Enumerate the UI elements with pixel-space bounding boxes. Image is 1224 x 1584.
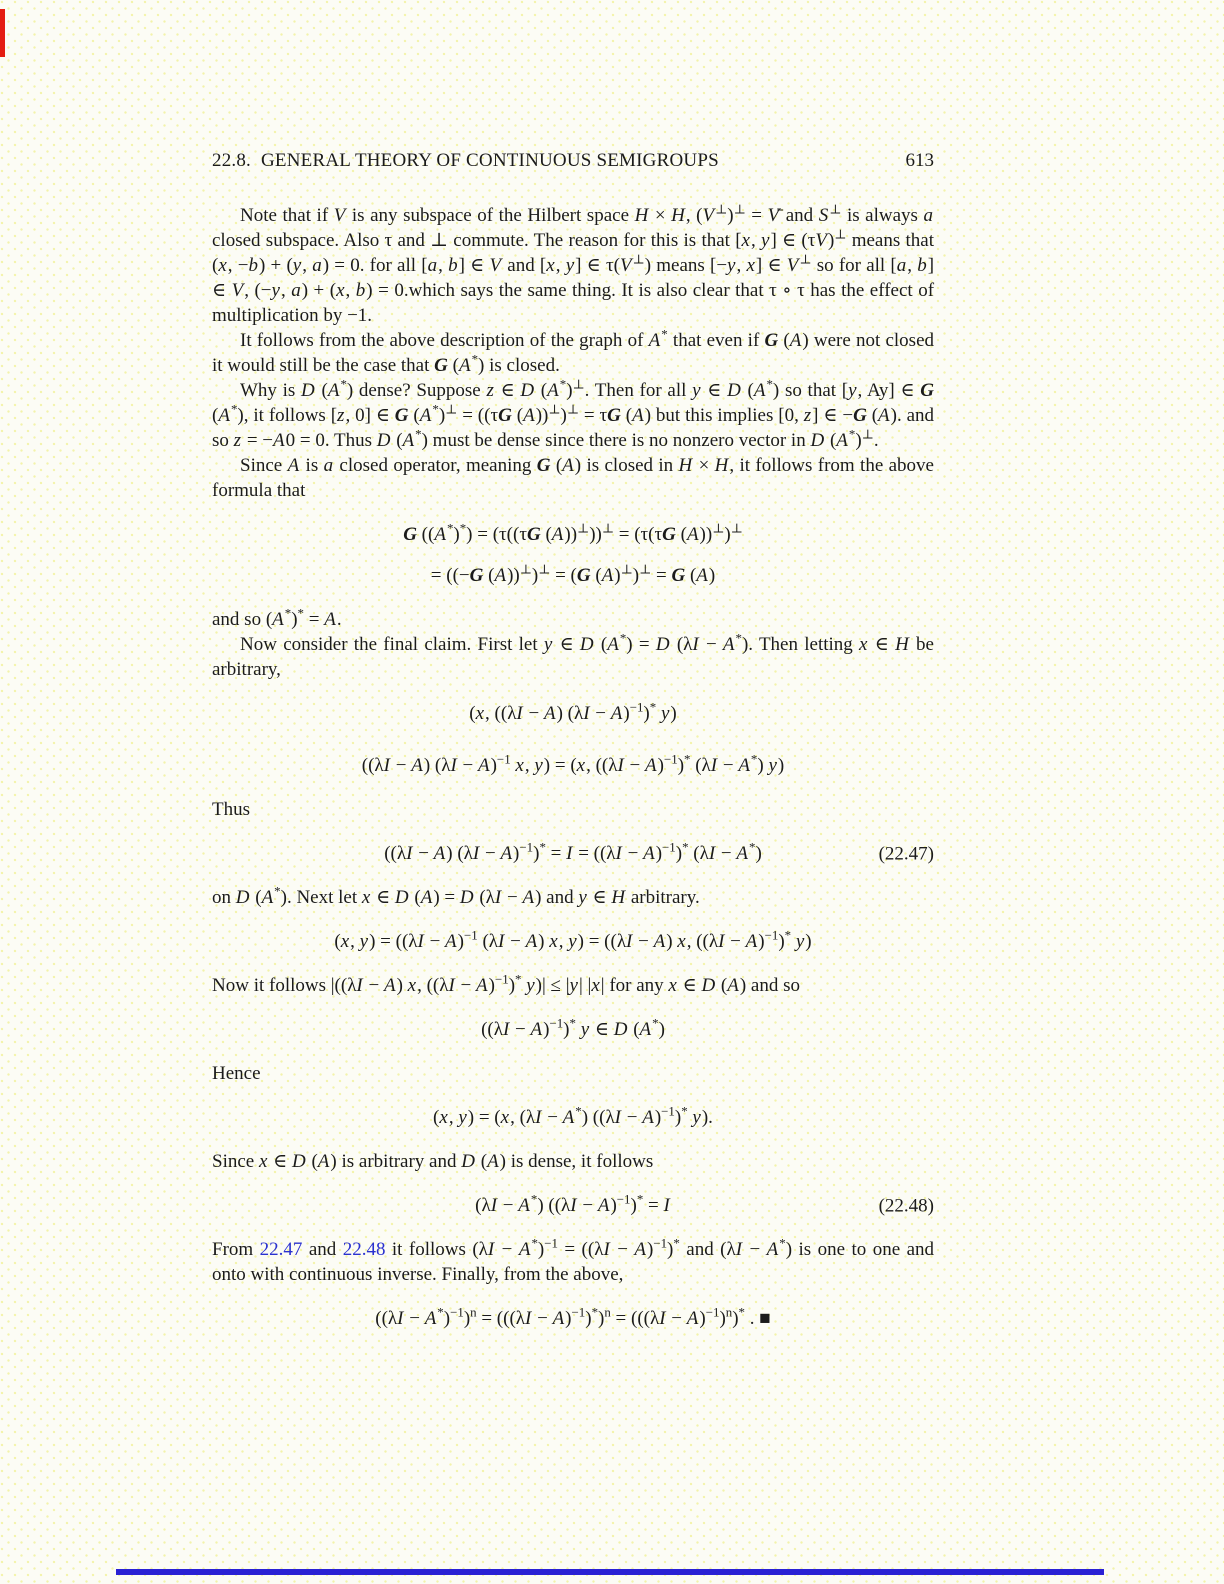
paragraph xyxy=(212,607,934,632)
paragraph xyxy=(212,1061,934,1086)
text-run: From xyxy=(212,1239,260,1260)
paragraph xyxy=(212,328,934,378)
equation-number: (22.48) xyxy=(878,1195,934,1216)
paragraph xyxy=(212,885,934,910)
display-equation xyxy=(212,514,934,596)
page-body xyxy=(212,203,934,1339)
text-run: Note that if V is any subspace of the Hilbert space H × H, (V⊥)⊥ = V̄ and S⊥ is always a closed subspace. Also τ and ⊥ commute. The reason for this is that [x, y] ∈ (τV)⊥ means that (x, −b) + (y, a) = 0. for all [a, b] ∈ V and [x, y] ∈ τ(V⊥) means [−y, x] ∈ V⊥ so for all [a, b] ∈ V, (−y, a) + (x, b) = 0.which says the same thing. It is also clear that τ ∘ τ has the effect of multiplication by −1. xyxy=(212,201,935,326)
text-run: it follows $(\lambda I - A^*)^{-1} = ((\lambda I - A)^{-1})^*$ and (λI − A*) is one to one and onto with continuous inverse. Finally, from the above, xyxy=(212,1235,935,1285)
display-equation xyxy=(212,745,934,786)
display-equation xyxy=(212,1298,934,1339)
paragraph xyxy=(212,378,934,453)
text-run: on D (A*). Next let x ∈ D (A) = D (λI − A) and y ∈ H arbitrary. xyxy=(212,883,700,908)
page-header xyxy=(212,150,934,172)
text-column xyxy=(212,150,934,1350)
page-number: 613 xyxy=(905,150,934,171)
equation-line: $((\lambda I - A)^{-1})^*$ y ∈ D (A*) xyxy=(481,1015,665,1040)
text-run: Since A is a closed operator, meaning G (A) is closed in H × H, it follows from the above formula that xyxy=(212,455,934,501)
text-run: Thus xyxy=(212,799,250,820)
equation-line: $((\lambda I - A^*)^{-1})^n = (((\lambda I - A)^{-1})^*)^n = (((\lambda I - A)^{-1})^n)^*$ . ■ xyxy=(375,1304,771,1329)
text-run: Now consider the final claim. First let y ∈ D (A*) = D (λI − A*). Then letting x ∈ H be arbitrary, xyxy=(212,630,934,680)
display-equation xyxy=(212,1009,934,1050)
display-equation xyxy=(212,921,934,962)
paragraph xyxy=(212,1149,934,1174)
paragraph xyxy=(212,453,934,503)
equation-line: (x, y) = (x, (λI − A*) $((\lambda I - A)^{-1})^*$ y). xyxy=(433,1103,713,1128)
equation-line: G ((A*)*) = (τ((τG (A))⊥))⊥ = (τ(τG (A))⊥)⊥ xyxy=(403,520,743,545)
scan-artifact-red-mark xyxy=(0,9,5,57)
paragraph xyxy=(212,203,934,328)
text-run: Since x ∈ D (A) is arbitrary and D (A) is dense, it follows xyxy=(212,1151,654,1172)
paragraph xyxy=(212,1237,934,1287)
equation-ref-link[interactable]: 22.47 xyxy=(259,1239,303,1260)
equation-line: (x, ((λI − A) $(\lambda I - A)^{-1})^*$ y) xyxy=(469,699,677,724)
equation-line: ((λI − A) $(\lambda I - A)^{-1}$ x, y) = (x, $((\lambda I - A)^{-1})^*$ (λI − A*) y) xyxy=(361,751,785,776)
text-run: Why is D (A*) dense? Suppose z ∈ D (A*)⊥. Then for all y ∈ D (A*) so that [y, Ay] ∈ G (A*), it follows [z, 0] ∈ G (A*)⊥ = ((τG (A))⊥)⊥ = τG (A) but this implies [0, z] ∈ −G (A). and so z = −A0 = 0. Thus D (A*) must be dense since there is no nonzero vector in D (A*)⊥. xyxy=(212,376,935,451)
paragraph xyxy=(212,797,934,822)
equation-number: (22.47) xyxy=(878,843,934,864)
paragraph xyxy=(212,973,934,998)
display-equation xyxy=(212,833,934,874)
text-run: Hence xyxy=(212,1063,261,1084)
section-heading xyxy=(212,150,719,172)
equation-line: ((λI − A) $(\lambda I - A)^{-1})^* = I = ((\lambda I - A)^{-1})^*$ (λI − A*) xyxy=(384,839,762,864)
display-equation xyxy=(212,1097,934,1138)
text-run: It follows from the above description of the graph of A* that even if G (A) were not closed it would still be the case that G (A*) is closed. xyxy=(212,326,935,376)
display-equation xyxy=(212,1185,934,1226)
paragraph xyxy=(212,632,934,682)
equation-ref-link[interactable]: 22.48 xyxy=(342,1239,386,1260)
text-run: and so (A*)* = A. xyxy=(212,605,342,630)
display-equation xyxy=(212,693,934,734)
text-run: Now it follows |((λI − A) x, $((\lambda I - A)^{-1})^*$ y)| ≤ |y| |x| for any x ∈ D (A) and so xyxy=(212,971,801,996)
equation-line: (λI − A*) $((\lambda I - A)^{-1})^* = I$ xyxy=(475,1191,670,1216)
equation-line: (x, $y) = ((\lambda I - A)^{-1}$ (λI − A) x, y) = ((λI − A) x, $((\lambda I - A)^{-1})^*$ y) xyxy=(334,927,812,952)
section-title: GENERAL THEORY OF CONTINUOUS SEMIGROUPS xyxy=(261,150,719,171)
text-run: and xyxy=(302,1239,343,1260)
equation-line: = ((−G (A))⊥)⊥ = (G (A)⊥)⊥ = G (A) xyxy=(430,561,716,586)
scan-artifact-blue-line xyxy=(116,1569,1104,1575)
section-number: 22.8. xyxy=(212,150,251,171)
